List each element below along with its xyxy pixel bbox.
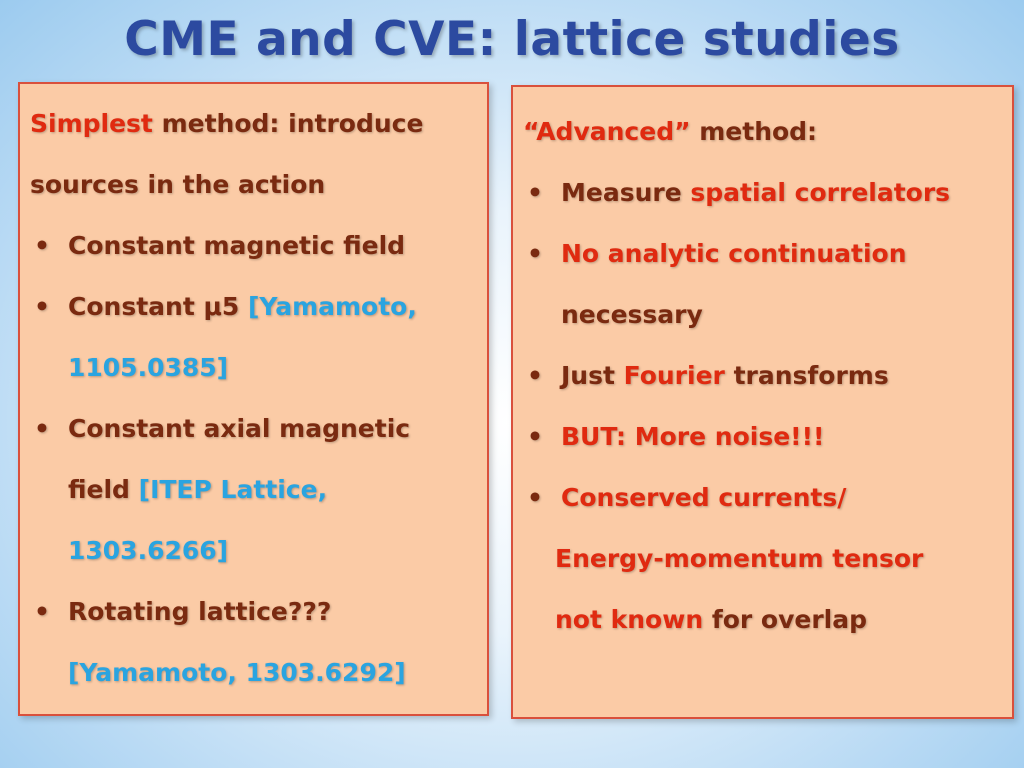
reference-itep-number: 1303.6266] [68,536,229,565]
left-panel-simplest-method [18,82,489,716]
left-intro-rest: method: introduce [152,109,424,138]
bullet-icon: • [527,422,543,451]
right-panel-advanced-method [511,85,1014,719]
left-intro-line-1 [30,93,487,154]
advanced-highlight: “Advanced” [523,117,691,146]
bullet-icon: • [34,597,50,626]
reference-yamamoto-1105-number: 1105.0385] [68,353,229,382]
left-bullet-list [30,215,487,703]
bullet-icon: • [34,231,50,260]
reference-yamamoto-1303: [Yamamoto, 1303.6292] [68,658,406,687]
left-intro-line-2: sources in the action [30,170,326,199]
right-bullet-spatial-correlators: • Measure spatial correlators [523,162,1012,223]
simplest-highlight: Simplest [30,109,153,138]
bullet-icon: • [527,239,543,268]
bullet-icon: • [527,361,543,390]
right-not-known-line: not known for overlap [555,605,868,634]
bullet-icon: • [527,483,543,512]
right-bullet-necessary: necessary [561,300,703,329]
right-panel-content [513,87,1012,650]
right-energy-momentum-line: Energy-momentum tensor [555,544,924,573]
left-bullet-axial-magnetic-field: • Constant axial magnetic field [ITEP Lattice, 1303.6266] [30,398,487,581]
right-bullet-no-analytic-continuation: • No analytic continuation necessary [523,223,1012,345]
left-bullet-constant-magnetic-field: • Constant magnetic field [30,215,487,276]
left-bullet-constant-mu5: • Constant μ5 [Yamamoto, 1105.0385] [30,276,487,398]
right-bullet-list [523,162,1012,528]
left-bullet-rotating-lattice: • Rotating lattice??? [Yamamoto, 1303.6292] [30,581,487,703]
bullet-icon: • [527,178,543,207]
reference-itep-lattice: [ITEP Lattice, [138,475,328,504]
left-bullet-axial-line-2: field [ITEP Lattice, [68,475,328,504]
reference-yamamoto-1105: [Yamamoto, [247,292,417,321]
right-intro-line: “Advanced” method: [523,117,818,146]
right-bullet-more-noise: • BUT: More noise!!! [523,406,1012,467]
slide-title: CME and CVE: lattice studies [124,12,900,67]
right-bullet-fourier-transforms: • Just Fourier transforms [523,345,1012,406]
bullet-icon: • [34,414,50,443]
right-bullet-conserved-currents: • Conserved currents/ [523,467,1012,528]
bullet-icon: • [34,292,50,321]
left-panel-content [20,84,487,703]
